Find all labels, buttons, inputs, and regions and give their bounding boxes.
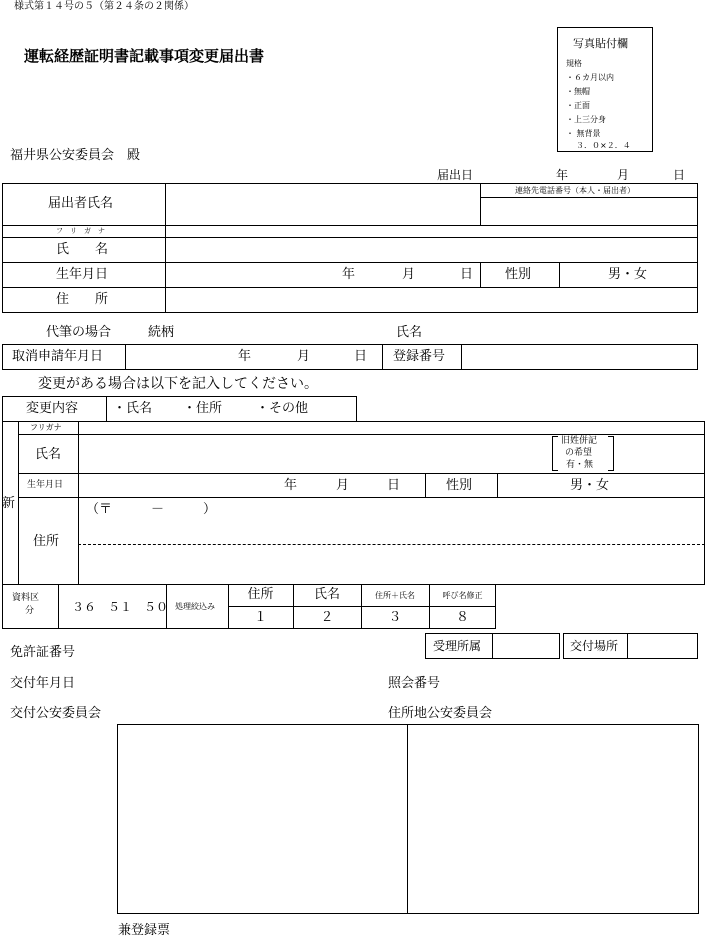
phone-label: 連絡先電話番号（本人・届出者） [515,186,635,195]
furigana-field[interactable] [166,226,697,237]
photo-title: 写真貼付欄 [573,37,628,50]
submission-year: 年 [556,168,569,182]
submission-day: 日 [673,168,686,182]
new-furigana-label: フリガナ [30,423,62,432]
shimei-label: 氏 名 [56,242,109,257]
photo-spec-line: ・上三分身 [566,115,606,124]
proxy-label: 代筆の場合 [46,325,112,340]
address-label: 住 所 [56,292,109,307]
photo-spec-line: ・正面 [566,101,590,110]
photo-box [557,27,653,152]
issuing-commission-label: 交付公安委員会 [10,706,102,721]
old-name-line: 旧姓併記 [561,436,598,446]
shiryo-label-line2: 分 [25,606,35,616]
form-title: 運転経歴証明書記載事項変更届出書 [24,47,265,65]
old-name-line: の希望 [565,448,593,458]
new-dob-day: 日 [387,478,401,493]
inquiry-number-label: 照会番号 [388,676,441,691]
new-postal-code[interactable]: （〒 － ） [86,502,217,517]
stamp-area [117,724,699,914]
photo-spec-label: 規格 [566,59,582,68]
code-col-value: ２ [320,610,334,625]
code-col-label: 氏名 [313,587,340,602]
reg-number-label: 登録番号 [393,349,446,364]
juri-field[interactable] [493,634,559,658]
new-sex-value[interactable]: 男・女 [570,478,610,493]
sex-value[interactable]: 男・女 [608,267,648,282]
code-col-value: ３ [388,610,402,625]
dob-month: 月 [402,267,416,282]
old-name-line: 有・無 [566,460,594,470]
reg-number-field[interactable] [462,345,697,369]
new-dob-label: 生年月日 [27,480,64,490]
new-address-label: 住所 [33,534,60,549]
shimei-field[interactable] [166,238,697,262]
photo-spec-line: ・無帽 [566,87,590,96]
code-col-label: 住所 [247,587,274,602]
bracket-right [608,436,614,471]
new-side-label: 新 [2,496,16,511]
new-dob-month: 月 [336,478,350,493]
issue-date-label: 交付年月日 [10,676,76,691]
code-col-label: 呼び名修正 [442,591,483,600]
change-option-name[interactable]: ・氏名 [113,401,153,416]
phone-field[interactable] [481,198,697,224]
dob-label: 生年月日 [56,267,109,282]
shiryo-label-line1: 資料区 [12,593,40,603]
kofu-place-field[interactable] [628,634,697,658]
footer-label: 兼登録票 [118,923,171,938]
cancel-label: 取消申請年月日 [12,349,104,364]
change-option-other[interactable]: ・その他 [256,401,309,416]
code-col-value: １ [253,610,267,625]
cancel-day: 日 [354,349,368,364]
shiryo-value: ３６ ５１ ５０ [72,600,169,614]
new-dob-year: 年 [284,478,298,493]
applicant-name-label: 届出者氏名 [48,196,114,211]
new-address-field[interactable] [79,546,704,584]
addressee: 福井県公安委員会 殿 [10,148,141,163]
dob-year: 年 [342,267,356,282]
bracket-left [552,436,558,471]
address-field[interactable] [166,288,697,312]
instructions: 変更がある場合は以下を記入してください。 [38,376,318,392]
submission-date-label: 届出日 [437,168,474,182]
photo-spec-line: ３．０×２．４ [576,141,631,150]
dob-day: 日 [460,267,474,282]
photo-spec-line: ・６カ月以内 [566,73,614,82]
juri-label: 受理所属 [433,639,482,653]
furigana-label: フ リ ガ ナ [56,227,105,235]
proxy-name: 氏名 [396,325,423,340]
kofu-place-label: 交付場所 [570,639,619,653]
code-col-value: ８ [455,610,469,625]
address-commission-label: 住所地公安委員会 [388,706,493,721]
change-label: 変更内容 [26,401,79,416]
form-number: 様式第１４号の５（第２４条の２関係） [14,1,194,12]
cancel-year: 年 [238,349,252,364]
old-name-preference[interactable] [552,436,614,470]
license-number-label: 免許証番号 [10,645,76,660]
sex-label: 性別 [505,267,532,282]
submission-month: 月 [617,168,630,182]
proxy-relation: 続柄 [148,325,175,340]
code-col-label: 住所＋氏名 [375,591,415,600]
new-name-label: 氏名 [35,447,62,462]
change-option-address[interactable]: ・住所 [183,401,223,416]
applicant-name-field[interactable] [166,184,479,224]
shori-label: 処理絞込み [175,602,215,611]
cancel-month: 月 [297,349,311,364]
new-furigana-field[interactable] [79,422,704,434]
new-sex-label: 性別 [446,478,473,493]
photo-spec-line: ・ 無背景 [566,129,601,138]
new-name-field[interactable] [79,435,549,473]
